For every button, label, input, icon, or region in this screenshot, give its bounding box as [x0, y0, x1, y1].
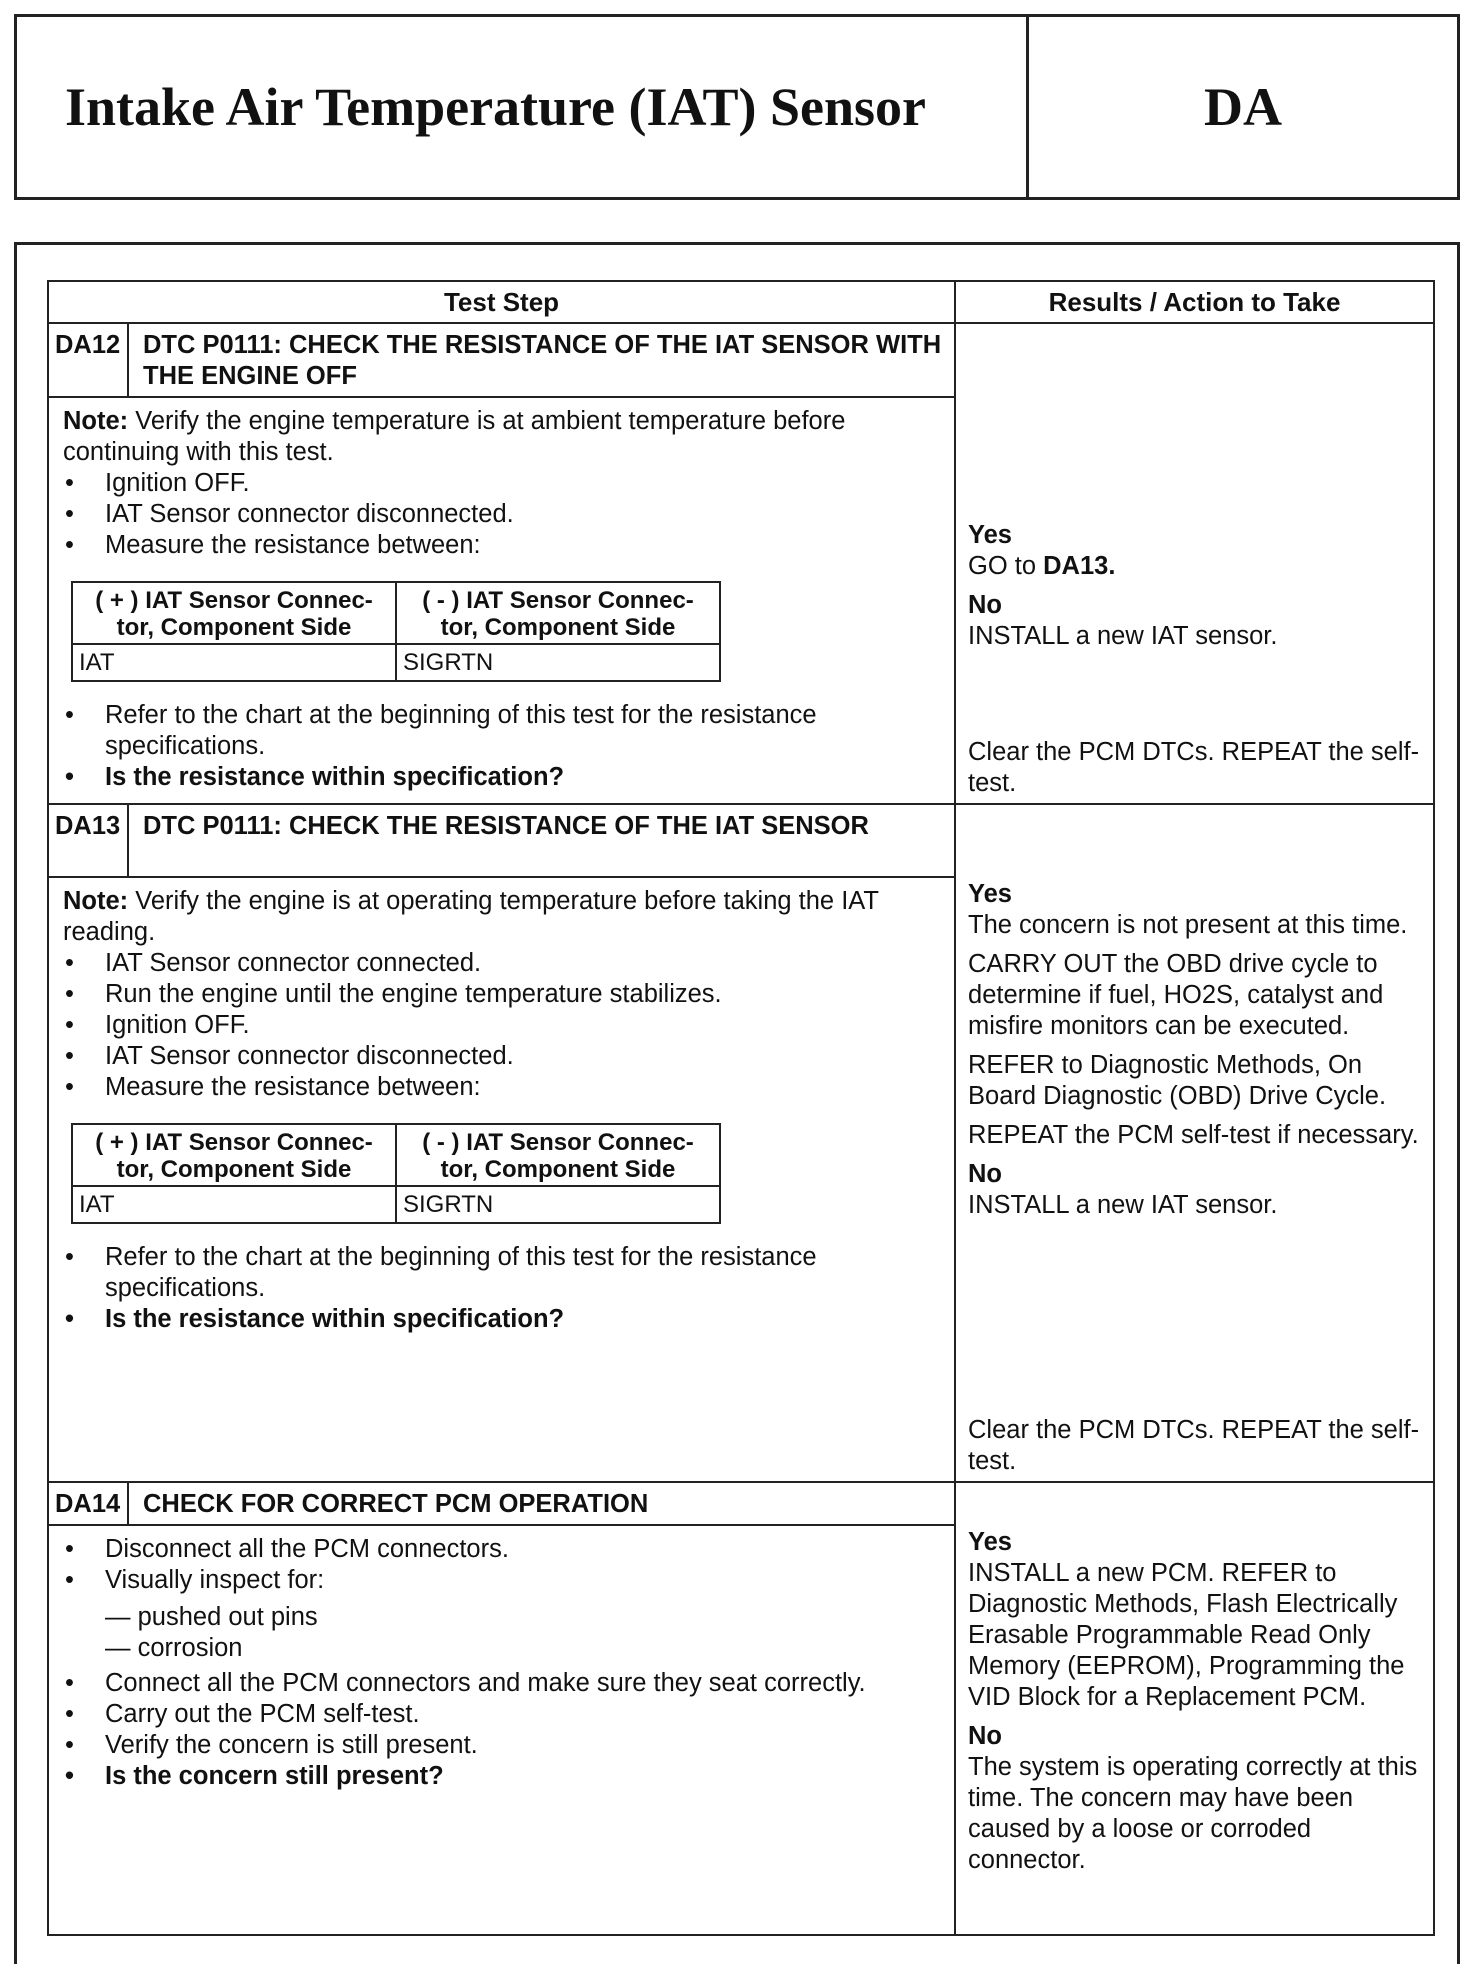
- page-header: [14, 14, 1460, 200]
- section-code: DA: [1026, 17, 1457, 197]
- step-body-da12: [48, 397, 955, 804]
- step-question: • Is the resistance within specification?: [63, 762, 944, 793]
- clear-dtc-text: Clear the PCM DTCs. REPEAT the self-test.: [968, 738, 1420, 797]
- yes-action: The concern is not present at this time.: [968, 911, 1408, 939]
- yes-action: GO to DA13.: [968, 552, 1116, 580]
- step-title-da12: DTC P0111: CHECK THE RESISTANCE OF THE IAT SENSOR WITH THE ENGINE OFF: [128, 323, 955, 397]
- list-item: • Ignition OFF.: [63, 1010, 944, 1041]
- connector-table: [71, 581, 721, 682]
- no-label: No: [968, 1722, 1003, 1750]
- step-body-da13: [48, 877, 955, 1482]
- dash-item: — corrosion: [105, 1633, 944, 1664]
- col-header-results: Results / Action to Take: [955, 281, 1434, 323]
- list-item: • Visually inspect for:: [63, 1565, 944, 1596]
- conn-header-plus: ( + ) IAT Sensor Connec- tor, Component Side: [72, 582, 396, 644]
- step-question: • Is the resistance within specification?: [63, 1304, 944, 1335]
- step-code-da14: DA14: [48, 1482, 128, 1525]
- step-code-da12: DA12: [48, 323, 128, 397]
- page-title: Intake Air Temperature (IAT) Sensor: [65, 77, 927, 137]
- list-item: • Measure the resistance between:: [63, 1072, 944, 1103]
- conn-value-plus: IAT: [72, 1186, 396, 1223]
- list-item: • IAT Sensor connector disconnected.: [63, 499, 944, 530]
- test-step-table: [47, 280, 1435, 1936]
- list-item: • Run the engine until the engine temperature stabilizes.: [63, 979, 944, 1010]
- step-question: • Is the concern still present?: [63, 1761, 944, 1792]
- conn-header-minus: ( - ) IAT Sensor Connec- tor, Component Side: [396, 1124, 720, 1186]
- list-item: • Connect all the PCM connectors and make sure they seat correctly.: [63, 1668, 944, 1699]
- step-body-da14: [48, 1525, 955, 1935]
- no-label: No: [968, 1160, 1003, 1188]
- no-action: INSTALL a new IAT sensor.: [968, 1191, 1278, 1219]
- list-item: • IAT Sensor connector connected.: [63, 948, 944, 979]
- step-note: Note: Verify the engine is at operating temperature before taking the IAT reading.: [63, 887, 879, 946]
- dash-item: — pushed out pins: [105, 1602, 944, 1633]
- step-title-da14: CHECK FOR CORRECT PCM OPERATION: [128, 1482, 955, 1525]
- step-note: Note: Verify the engine temperature is at ambient temperature before continuing with this test.: [63, 407, 846, 466]
- step-code-da13: DA13: [48, 804, 128, 877]
- yes-label: Yes: [968, 521, 1012, 549]
- no-action: INSTALL a new IAT sensor.: [968, 622, 1278, 650]
- refer-text: REFER to Diagnostic Methods, On Board Diagnostic (OBD) Drive Cycle.: [968, 1051, 1387, 1110]
- conn-value-plus: IAT: [72, 644, 396, 681]
- list-item: • Refer to the chart at the beginning of this test for the resistance specifications.: [63, 700, 944, 762]
- list-item: • Refer to the chart at the beginning of this test for the resistance specifications.: [63, 1242, 944, 1304]
- conn-value-minus: SIGRTN: [396, 1186, 720, 1223]
- carry-out-text: CARRY OUT the OBD drive cycle to determine if fuel, HO2S, catalyst and misfire monitors can be executed.: [968, 950, 1384, 1040]
- yes-action: INSTALL a new PCM. REFER to Diagnostic Methods, Flash Electrically Erasable Programmable Read Only Memory (EEPROM), Programming the VID Block for a Replacement PCM.: [968, 1559, 1405, 1711]
- step-title-da13: DTC P0111: CHECK THE RESISTANCE OF THE IAT SENSOR: [128, 804, 955, 877]
- no-label: No: [968, 591, 1003, 619]
- list-item: • Carry out the PCM self-test.: [63, 1699, 944, 1730]
- list-item: • Measure the resistance between:: [63, 530, 944, 561]
- list-item: • Disconnect all the PCM connectors.: [63, 1534, 944, 1565]
- conn-header-minus: ( - ) IAT Sensor Connec- tor, Component Side: [396, 582, 720, 644]
- results-da14: [955, 1482, 1434, 1935]
- col-header-test-step: Test Step: [48, 281, 955, 323]
- goto-link: DA13.: [1043, 552, 1116, 580]
- yes-label: Yes: [968, 880, 1012, 908]
- results-da12: [955, 323, 1434, 804]
- list-item: • Ignition OFF.: [63, 468, 944, 499]
- connector-table: [71, 1123, 721, 1224]
- yes-label: Yes: [968, 1528, 1012, 1556]
- clear-dtc-text: Clear the PCM DTCs. REPEAT the self-test.: [968, 1416, 1420, 1475]
- list-item: • IAT Sensor connector disconnected.: [63, 1041, 944, 1072]
- results-da13: [955, 804, 1434, 1482]
- conn-header-plus: ( + ) IAT Sensor Connec- tor, Component Side: [72, 1124, 396, 1186]
- conn-value-minus: SIGRTN: [396, 644, 720, 681]
- list-item: • Verify the concern is still present.: [63, 1730, 944, 1761]
- repeat-text: REPEAT the PCM self-test if necessary.: [968, 1121, 1419, 1149]
- no-action: The system is operating correctly at this time. The concern may have been caused by a loose or corroded connector.: [968, 1753, 1418, 1874]
